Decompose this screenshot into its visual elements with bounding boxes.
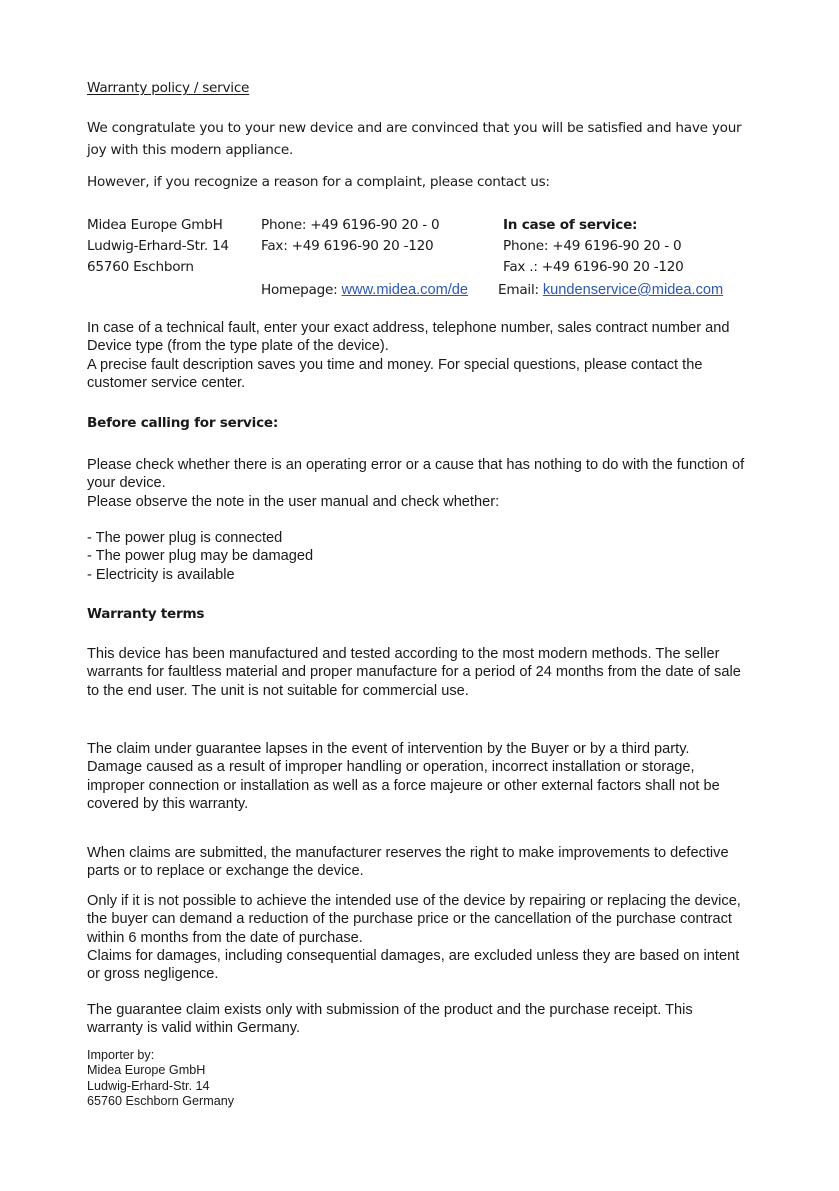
warranty-para-1	[87, 645, 757, 700]
fault-line: A precise fault description saves you time and money. For special questions, please contact the	[87, 356, 703, 373]
warranty-line: the buyer can demand a reduction of the purchase price or the cancellation of the purchase contract	[87, 911, 732, 928]
warranty-line: Only if it is not possible to achieve the intended use of the device by repairing or replacing the device,	[87, 893, 741, 909]
importer-line: 65760 Eschborn Germany	[87, 1093, 235, 1108]
contact-fax: Fax: +49 6196-90 20 -120	[261, 238, 434, 254]
contact-city: 65760 Eschborn	[87, 259, 194, 275]
warranty-line: to the end user. The unit is not suitable for commercial use.	[87, 682, 469, 699]
homepage-link[interactable]: www.midea.com/de	[341, 282, 469, 298]
warranty-para-5	[87, 1001, 757, 1038]
warranty-line: This device has been manufactured and tested according to the most modern methods. The seller	[87, 646, 720, 662]
service-phone: Phone: +49 6196-90 20 - 0	[503, 238, 682, 254]
before-calling-line: your device.	[87, 475, 166, 492]
warranty-line: Damage caused as a result of improper handling or operation, incorrect installation or storage,	[87, 759, 695, 776]
fault-line: In case of a technical fault, enter your exact address, telephone number, sales contract number and	[87, 320, 730, 336]
importer-line: Midea Europe GmbH	[87, 1063, 206, 1078]
importer-line: Ludwig-Erhard-Str. 14	[87, 1078, 210, 1093]
email-row	[498, 281, 723, 299]
email-label: Email:	[498, 282, 543, 298]
warranty-line: parts or to replace or exchange the device.	[87, 863, 364, 880]
before-calling-heading: Before calling for service:	[87, 415, 279, 431]
checklist	[87, 529, 757, 584]
contact-company: Midea Europe GmbH	[87, 217, 223, 233]
warranty-line: warrants for faultless material and proper manufacture for a period of 24 months from the date of sale	[87, 664, 741, 681]
intro-line: We congratulate you to your new device and are convinced that you will be satisfied and have your	[87, 120, 742, 136]
service-heading: In case of service:	[503, 217, 638, 233]
warranty-line: warranty is valid within Germany.	[87, 1020, 301, 1037]
checklist-item: - The power plug is connected	[87, 530, 283, 546]
checklist-item: - The power plug may be damaged	[87, 548, 314, 565]
service-fax: Fax .: +49 6196-90 20 -120	[503, 259, 684, 275]
before-calling-line: Please observe the note in the user manual and check whether:	[87, 493, 500, 510]
importer-block	[87, 1048, 234, 1109]
warranty-line: Claims for damages, including consequential damages, are excluded unless they are based on intent	[87, 947, 740, 964]
warranty-line: covered by this warranty.	[87, 795, 249, 812]
page-title: Warranty policy / service	[87, 80, 250, 96]
warranty-terms-heading: Warranty terms	[87, 606, 205, 622]
fault-paragraph	[87, 319, 757, 392]
warranty-para-3	[87, 844, 757, 881]
email-link[interactable]: kundenservice@midea.com	[542, 282, 724, 298]
complaint-line: However, if you recognize a reason for a complaint, please contact us:	[87, 174, 550, 190]
importer-line: Importer by:	[87, 1048, 155, 1062]
before-calling-line: Please check whether there is an operating error or a cause that has nothing to do with the function of	[87, 457, 745, 473]
warranty-line: The claim under guarantee lapses in the event of intervention by the Buyer or by a third party.	[87, 741, 690, 757]
fault-line: Device type (from the type plate of the device).	[87, 338, 389, 355]
before-calling-paragraph	[87, 456, 757, 511]
checklist-item: - Electricity is available	[87, 566, 235, 583]
warranty-para-2	[87, 740, 757, 813]
fault-line: customer service center.	[87, 374, 246, 391]
warranty-line: within 6 months from the date of purchase.	[87, 929, 363, 946]
warranty-para-4	[87, 892, 757, 983]
homepage-row	[261, 281, 468, 299]
homepage-label: Homepage:	[261, 282, 342, 298]
contact-phone: Phone: +49 6196-90 20 - 0	[261, 217, 440, 233]
intro-paragraph	[87, 118, 757, 161]
warranty-line: The guarantee claim exists only with submission of the product and the purchase receipt. This	[87, 1002, 693, 1018]
contact-street: Ludwig-Erhard-Str. 14	[87, 238, 229, 254]
warranty-line: improper connection or installation as well as a force majeure or other external factors shall not be	[87, 777, 720, 794]
warranty-line: or gross negligence.	[87, 966, 219, 983]
intro-line: joy with this modern appliance.	[87, 141, 294, 158]
warranty-line: When claims are submitted, the manufacturer reserves the right to make improvements to defective	[87, 845, 729, 861]
